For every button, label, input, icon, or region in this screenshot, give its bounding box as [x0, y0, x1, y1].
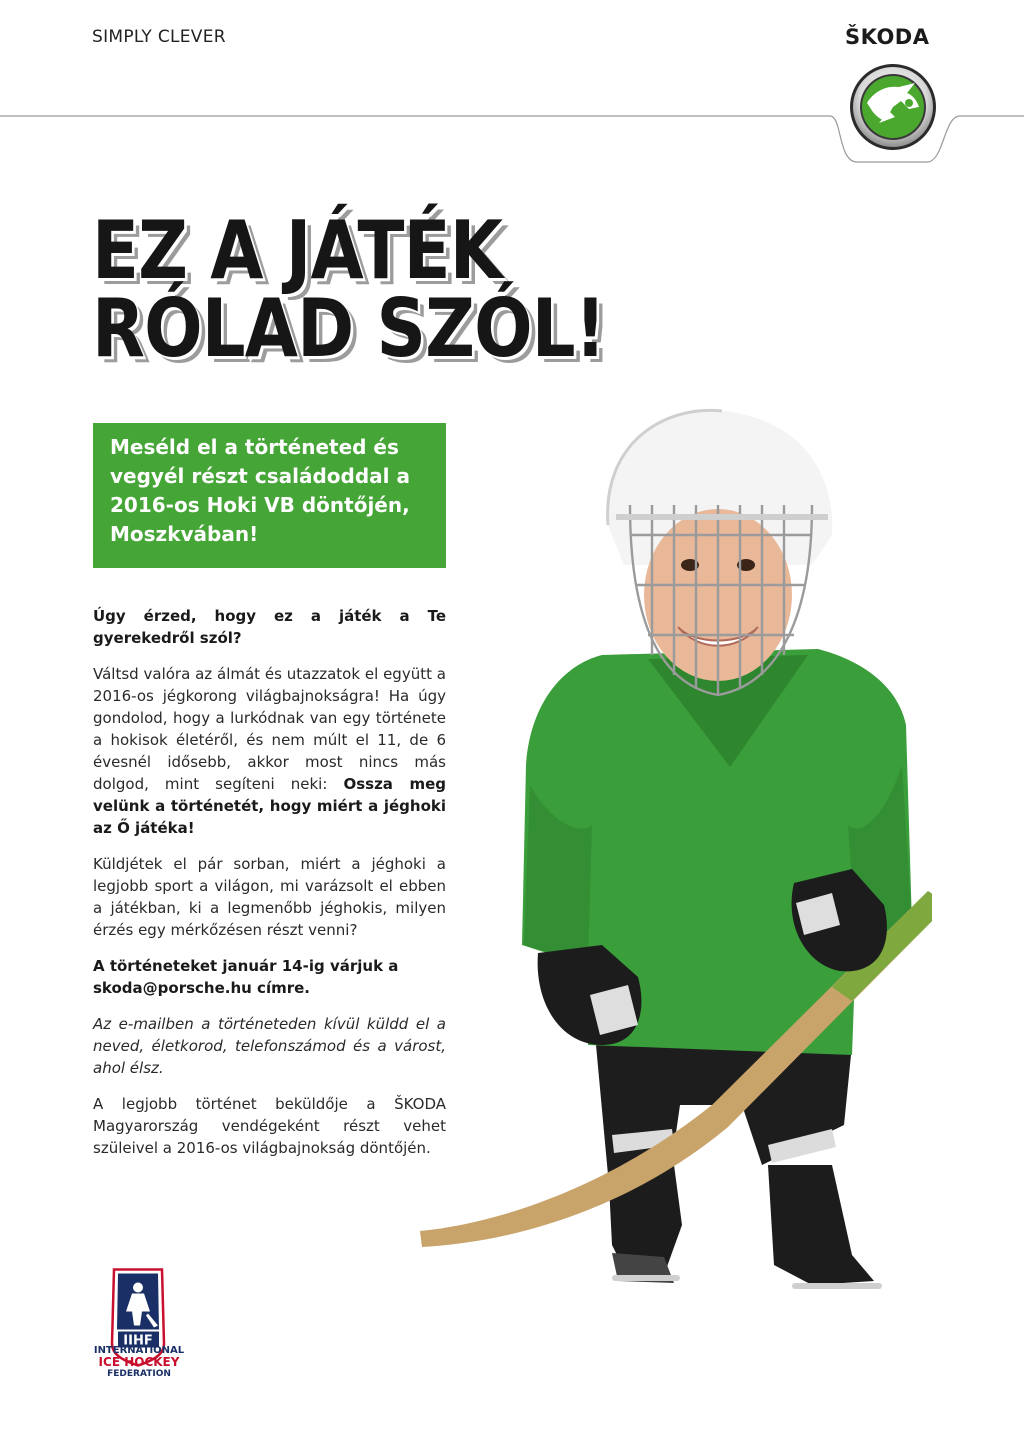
headline-line-1: EZ A JÁTÉK	[92, 204, 503, 297]
deadline-paragraph: A történeteket január 14-ig várjuk a skoda@porsche.hu címre.	[93, 957, 399, 997]
green-promo-box	[93, 423, 446, 568]
prize-paragraph: A legjobb történet beküldője a ŠKODA Magyarország vendégeként részt vehet szüleivel a 2016-os világbajnokság döntőjén.	[93, 1095, 446, 1157]
iihf-badge-text: IIHF	[123, 1333, 153, 1349]
promo-line-4: Moszkvában!	[110, 522, 259, 546]
question-paragraph: Úgy érzed, hogy ez a játék a Te gyerekedről szól?	[93, 607, 446, 647]
iihf-line-3: FEDERATION	[107, 1369, 171, 1379]
simply-clever-tagline: SIMPLY CLEVER	[92, 27, 226, 47]
promo-line-3: 2016-os Hoki VB döntőjén,	[110, 493, 410, 517]
promo-line-1: Meséld el a történeted és	[110, 435, 399, 459]
headline-line-2: RÓLAD SZÓL!	[92, 282, 606, 375]
main-headline	[92, 204, 606, 375]
send-paragraph: Küldjétek el pár sorban, miért a jéghoki a legjobb sport a világon, mi varázsolt el ebben a játékban, ki a legmenőbb jéghokis, milyen érzés egy mérkőzésen részt venni?	[93, 855, 446, 939]
child-hockey-player-photo	[412, 405, 932, 1350]
promo-line-2: vegyél részt családoddal a	[110, 464, 410, 488]
skoda-wordmark: ŠKODA	[845, 25, 930, 49]
iihf-line-2: ICE HOCKEY	[98, 1355, 180, 1369]
iihf-wordmark	[80, 1345, 198, 1380]
intro-text: Váltsd valóra az álmát és utazzatok el együtt a 2016-os jégkorong világbajnokságra! Ha úgy gondolod, hogy a lurkódnak van egy története a hokisok életéről, és nem múlt el 11, de 6 évesnél idősebb, akkor most nincs más dolgod, mint segíteni neki:	[93, 665, 446, 793]
intro-bold-text: Ossza meg velünk a történetét, hogy miért a jéghoki az Ő játéka!	[93, 775, 446, 837]
skoda-logo-icon[interactable]	[849, 63, 937, 151]
body-text	[93, 605, 446, 1173]
intro-paragraph	[93, 663, 446, 839]
iihf-line-1: INTERNATIONAL	[93, 1345, 185, 1356]
email-note-paragraph: Az e-mailben a történeteden kívül küldd el a neved, életkorod, telefonszámod és a várost, ahol élsz.	[93, 1015, 446, 1077]
